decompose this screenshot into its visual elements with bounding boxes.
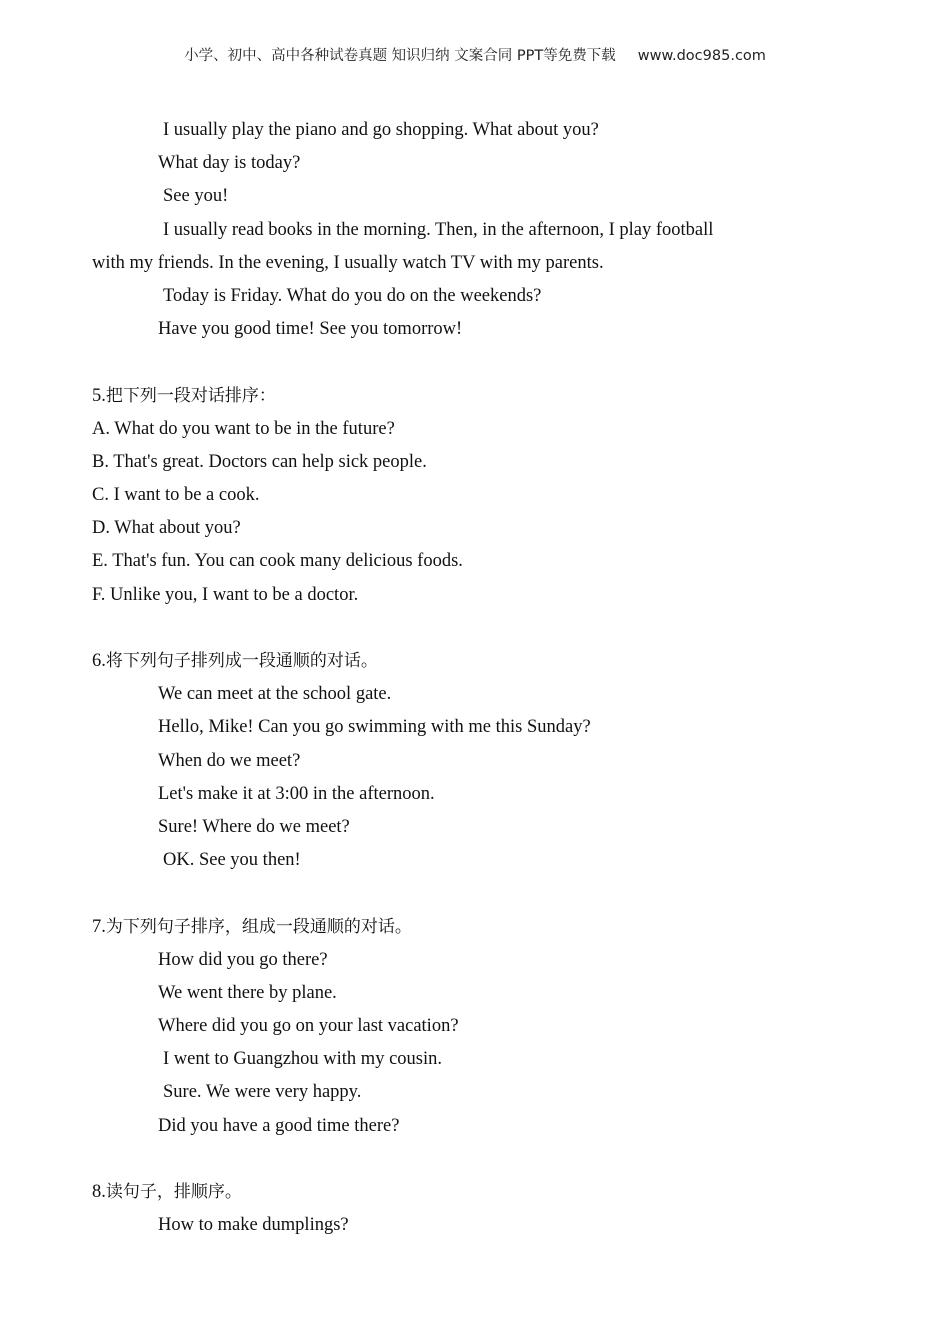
question-number: 7. [92, 916, 106, 937]
option-line: A. What do you want to be in the future? [92, 418, 395, 439]
dialogue-line: We went there by plane. [158, 982, 337, 1003]
question-8 [0, 1176, 950, 1242]
dialogue-line: We can meet at the school gate. [158, 684, 392, 705]
dialogue-line: How did you go there? [158, 949, 328, 970]
dialogue-line: Sure. We were very happy. [163, 1082, 362, 1103]
dialogue-line: What day is today? [158, 153, 301, 174]
question-4-dialogue [0, 114, 950, 346]
question-title: 读句子，排顺序。 [105, 1182, 242, 1202]
dialogue-line: When do we meet? [158, 750, 301, 771]
page-header [0, 44, 950, 65]
dialogue-line: Did you have a good time there? [158, 1115, 400, 1136]
question-number: 6. [92, 651, 106, 671]
dialogue-line: Today is Friday. What do you do on the weekends? [163, 285, 542, 306]
question-heading [0, 1176, 950, 1209]
option-line: C. I want to be a cook. [92, 485, 260, 506]
question-number: 8. [92, 1182, 106, 1202]
question-heading [0, 645, 950, 678]
question-5 [0, 380, 950, 612]
option-line: E. That's fun. You can cook many delicious foods. [92, 551, 463, 572]
option-line: B. That's great. Doctors can help sick people. [92, 451, 427, 472]
question-title: 将下列句子排列成一段通顺的对话。 [105, 651, 378, 671]
question-7 [0, 911, 950, 1143]
option-line: F. Unlike you, I want to be a doctor. [92, 584, 359, 605]
dialogue-line: Where did you go on your last vacation? [158, 1016, 459, 1037]
question-title: 为下列句子排序，组成一段通顺的对话。 [105, 916, 412, 937]
dialogue-line: OK. See you then! [163, 850, 301, 871]
question-title: 把下列一段对话排序： [105, 385, 276, 406]
header-website: www.doc985.com [637, 48, 766, 64]
dialogue-line: I usually play the piano and go shopping. What about you? [163, 120, 599, 140]
header-slogan: 小学、初中、高中各种试卷真题 知识归纳 文案合同 PPT等免费下载 [184, 48, 616, 64]
dialogue-line: Let's make it at 3:00 in the afternoon. [158, 783, 435, 804]
question-heading [0, 380, 950, 413]
dialogue-line: Sure! Where do we meet? [158, 816, 350, 837]
document-body [0, 114, 950, 1242]
question-number: 5. [92, 385, 106, 406]
dialogue-line: Have you good time! See you tomorrow! [158, 319, 463, 340]
dialogue-line: I usually read books in the morning. Then, in the afternoon, I play football [163, 219, 714, 240]
dialogue-line: I went to Guangzhou with my cousin. [163, 1049, 442, 1070]
dialogue-line: How to make dumplings? [158, 1215, 349, 1236]
dialogue-line: See you! [163, 186, 229, 207]
option-line: D. What about you? [92, 518, 241, 539]
dialogue-line: with my friends. In the evening, I usually watch TV with my parents. [92, 252, 604, 273]
question-heading [0, 911, 950, 944]
dialogue-line: Hello, Mike! Can you go swimming with me this Sunday? [158, 717, 591, 738]
question-6 [0, 645, 950, 877]
